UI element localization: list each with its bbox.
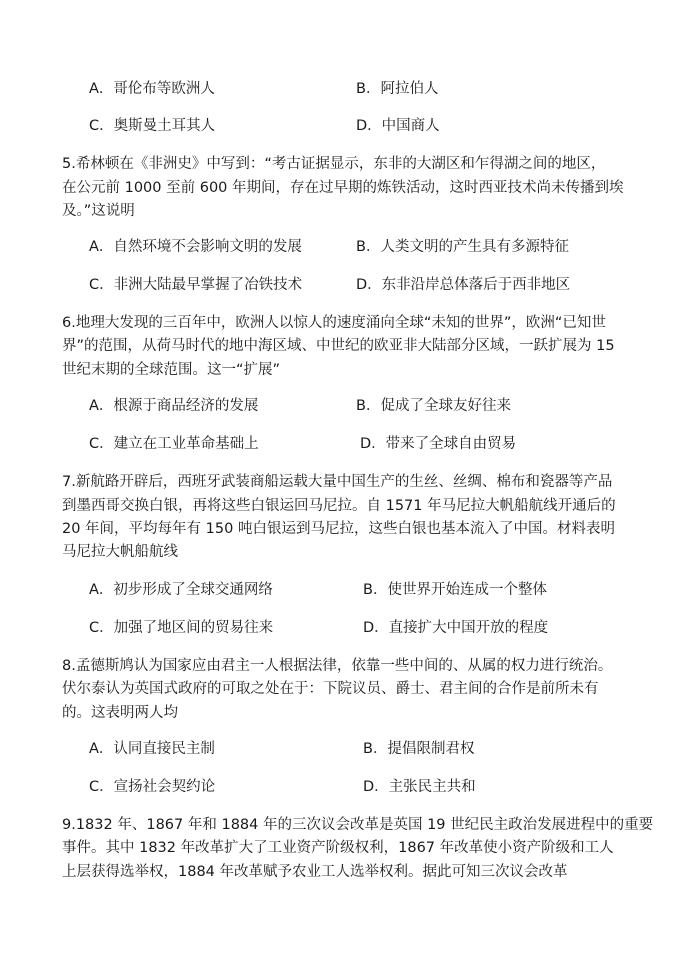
q8-stem-line-2: 伏尔泰认为英国式政府的可取之处在于：下院议员、爵士、君主间的合作是前所未有 [62,681,599,697]
q4-option-d[interactable]: D．中国商人 [356,118,440,134]
q8-option-a[interactable]: A．认同直接民主制 [89,741,215,757]
q7-option-b[interactable]: B．使世界开始连成一个整体 [363,582,547,598]
q6-stem-line-1: 6.地理大发现的三百年中，欧洲人以惊人的速度涌向全球“未知的世界”，欧洲“已知世 [62,315,606,331]
q6-option-c[interactable]: C．建立在工业革命基础上 [89,436,259,452]
q7-stem-line-1: 7.新航路开辟后，西班牙武装商船运载大量中国生产的生丝、丝绸、棉布和瓷器等产品 [62,474,613,490]
q7-option-d[interactable]: D．直接扩大中国开放的程度 [363,620,549,636]
q5-option-d[interactable]: D．东非沿岸总体落后于西非地区 [356,277,571,293]
q7-stem-line-4: 马尼拉大帆船航线 [62,544,178,560]
q6-option-d[interactable]: D．带来了全球自由贸易 [360,436,517,452]
q9-stem-line-3: 上层获得选举权，1884 年改革赋予农业工人选举权利。据此可知三次议会改革 [62,864,568,880]
q5-option-a[interactable]: A．自然环境不会影响文明的发展 [89,239,302,255]
q4-option-b[interactable]: B．阿拉伯人 [356,81,439,97]
q9-stem-line-1: 9.1832 年、1867 年和 1884 年的三次议会改革是英国 19 世纪民主政治发展进程中的重要 [62,817,654,833]
q7-stem-line-3: 20 年间，平均每年有 150 吨白银运到马尼拉，这些白银也基本流入了中国。材料表明 [62,521,615,537]
q6-option-a[interactable]: A．根源于商品经济的发展 [89,398,259,414]
q5-stem-line-2: 在公元前 1000 至前 600 年期间，存在过早期的炼铁活动，这时西亚技术尚未传播到埃 [62,180,624,196]
q7-stem-line-2: 到墨西哥交换白银，再将这些白银运回马尼拉。自 1571 年马尼拉大帆船航线开通后的 [62,498,616,514]
q5-option-c[interactable]: C．非洲大陆最早掌握了冶铁技术 [89,277,303,293]
q8-stem-line-3: 的。这表明两人均 [62,705,178,721]
q8-stem-line-1: 8.孟德斯鸠认为国家应由君主一人根据法律，依靠一些中间的、从属的权力进行统治。 [62,658,613,674]
q5-option-b[interactable]: B．人类文明的产生具有多源特征 [356,239,569,255]
q4-option-a[interactable]: A．哥伦布等欧洲人 [89,81,215,97]
q6-option-b[interactable]: B．促成了全球友好往来 [356,398,511,414]
q7-option-a[interactable]: A．初步形成了全球交通网络 [89,582,273,598]
q9-stem-line-2: 事件。其中 1832 年改革扩大了工业资产阶级权利，1867 年改革使小资产阶级和工人 [62,840,614,856]
q5-stem-line-1: 5.希林顿在《非洲史》中写到：“考古证据显示，东非的大湖区和乍得湖之间的地区， [62,156,606,172]
q8-option-c[interactable]: C．宣扬社会契约论 [89,779,216,795]
q6-stem-line-2: 界”的范围，从荷马时代的地中海区域、中世纪的欧亚非大陆部分区域，一跃扩展为 15 [62,338,615,354]
q4-option-c[interactable]: C．奥斯曼土耳其人 [89,118,216,134]
q7-option-c[interactable]: C．加强了地区间的贸易往来 [89,620,274,636]
q5-stem-line-3: 及。”这说明 [62,203,135,219]
q8-option-d[interactable]: D．主张民主共和 [363,779,476,795]
q8-option-b[interactable]: B．提倡限制君权 [363,741,475,757]
q6-stem-line-3: 世纪末期的全球范围。这一“扩展” [62,362,281,378]
